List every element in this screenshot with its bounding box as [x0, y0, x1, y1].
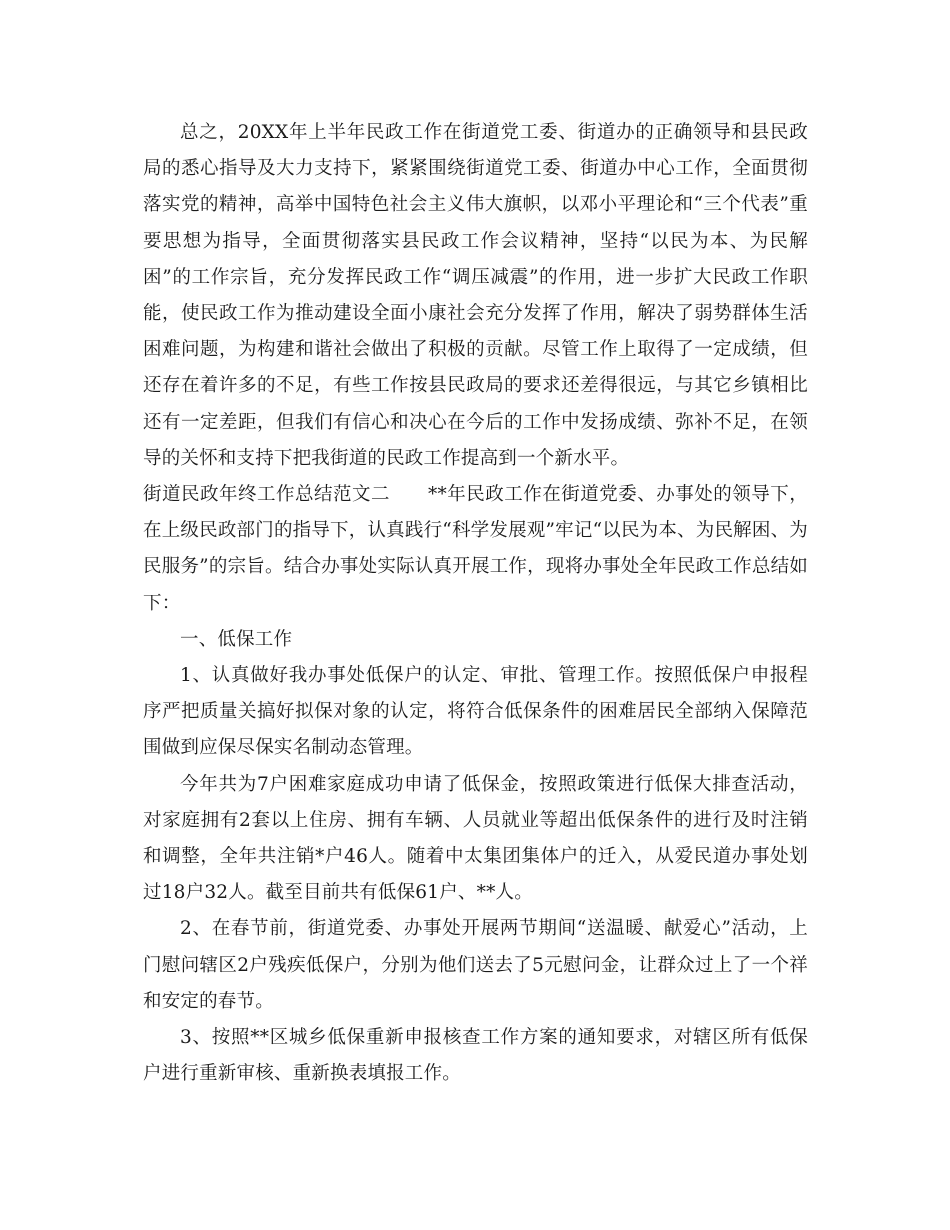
paragraph-sample-two-intro: 街道民政年终工作总结范文二 **年民政工作在街道党委、办事处的领导下，在上级民政部门的指导下，认真践行“科学发展观”牢记“以民为本、为民解困、为民服务”的宗旨。结合办事处实际认真开展工作，现将办事处全年民政工作总结如下： — [143, 484, 808, 614]
document-body — [143, 115, 808, 1092]
paragraph-summary: 总之，20XX年上半年民政工作在街道党工委、街道办的正确领导和县民政局的悉心指导及大力支持下，紧紧围绕街道党工委、街道办中心工作，全面贯彻落实党的精神，高举中国特色社会主义伟大旗帜，以邓小平理论和“三个代表”重要思想为指导，全面贯彻落实县民政工作会议精神，坚持“以民为本、为民解困”的工作宗旨，充分发挥民政工作“调压减震”的作用，进一步扩大民政工作职能，使民政工作为推动建设全面小康社会充分发挥了作用，解决了弱势群体生活困难问题，为构建和谐社会做出了积极的贡献。尽管工作上取得了一定成绩，但还存在着许多的不足，有些工作按县民政局的要求还差得很远，与其它乡镇相比还有一定差距，但我们有信心和决心在今后的工作中发扬成绩、弥补不足，在领导的关怀和支持下把我街道的民政工作提高到一个新水平。 — [143, 122, 808, 469]
paragraph-item-2: 2、在春节前，街道党委、办事处开展两节期间“送温暖、献爱心”活动，上门慰问辖区2户残疾低保户，分别为他们送去了5元慰问金，让群众过上了一个祥和安定的春节。 — [143, 918, 808, 1012]
paragraph-statistics: 今年共为7户困难家庭成功申请了低保金，按照政策进行低保大排查活动，对家庭拥有2套以上住房、拥有车辆、人员就业等超出低保条件的进行及时注销和调整，全年共注销*户46人。随着中太集团集体户的迁入，从爱民道办事处划过18户32人。截至目前共有低保61户、**人。 — [143, 773, 808, 904]
section-heading-low-income-security: 一、低保工作 — [180, 628, 293, 650]
paragraph-item-1: 1、认真做好我办事处低保户的认定、审批、管理工作。按照低保户申报程序严把质量关搞好拟保对象的认定，将符合低保条件的困难居民全部纳入保障范围做到应保尽保实名制动态管理。 — [143, 665, 808, 759]
paragraph-item-3: 3、按照**区城乡低保重新申报核查工作方案的通知要求，对辖区所有低保户进行重新审核、重新换表填报工作。 — [143, 1027, 808, 1085]
